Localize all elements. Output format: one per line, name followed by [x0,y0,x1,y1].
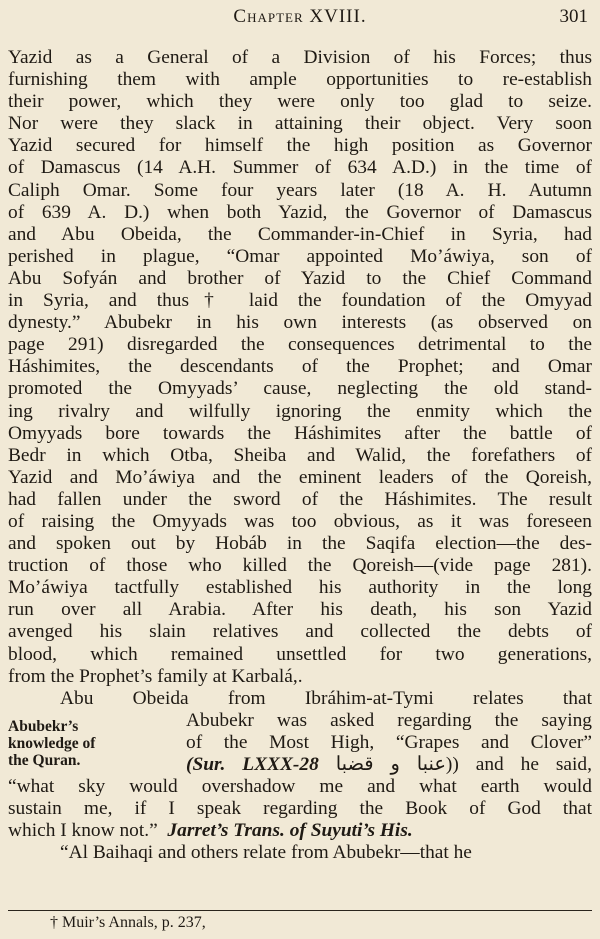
body-text [8,47,592,864]
arabic-text: (عنبا و قضبا [335,754,453,775]
text-line: of the Most High, “Grapes and Clover” [186,731,592,753]
text-line: and Abu Obeida, the Commander-in-Chief in Syria, had [8,223,592,245]
text-line: page 291) disregarded the consequences detrimental to the [8,334,592,356]
page-number: 301 [559,6,588,27]
text-line: furnishing them with ample opportunities to re-establish [8,69,592,91]
text-line [8,820,592,842]
paragraph-2-first-line: Abu Obeida from Ibráhim-at-Tymi relates that [60,687,592,709]
text-line: “Al Baihaqi and others relate from Abubekr—that he [60,842,472,864]
text-line: “what sky would overshadow me and what earth would [8,776,592,798]
text-line: Yazid secured for himself the high position as Governor [8,135,592,157]
text-line: of 639 A. D.) when both Yazid, the Governor of Damascus [8,201,592,223]
text-line: Yazid and Mo’áwiya and the eminent leaders of the Qoreish, [8,466,592,488]
text-line: Mo’áwiya tactfully established his authority in the long [8,577,592,599]
text-line: of raising the Omyyads was too obvious, as it was foreseen [8,510,592,532]
text-line: blood, which remained unsettled for two generations, [8,643,592,665]
text-line: sustain me, if I speak regarding the Book of God that [8,798,592,820]
text-line: their power, which they were only too glad to seize. [8,91,592,113]
text-line: Nor were they slack in attaining their object. Very soon [8,113,592,135]
margin-note-line: the Quran. [8,751,81,769]
text-line: from the Prophet’s family at Karbalá,. [8,665,303,687]
text-line: in Syria, and thus† laid the foundation of the Omyyad [8,290,592,312]
surah-citation: (Sur. LXXX-28 [186,754,319,775]
text-line: of Damascus (14 A.H. Summer of 634 A.D.) in the time of [8,157,592,179]
text-line: Bedr in which Otba, Sheiba and Walid, the forefathers of [8,444,592,466]
margin-note [8,718,148,769]
text-line: promoted the Omyyads’ cause, neglecting the old stand- [8,378,592,400]
text-line: perished in plague, “Omar appointed Mo’áwiya, son of [8,245,592,267]
text-line: and spoken out by Hobáb in the Saqifa election—the des- [8,533,592,555]
text-line: Háshimites, the descendants of the Prophet; and Omar [8,356,592,378]
text-line: Abu Sofyán and brother of Yazid to the Chief Command [8,267,592,289]
text-line: run over all Arabia. After his death, his son Yazid [8,599,592,621]
footnote: † Muir’s Annals, p. 237, [50,914,206,931]
margin-note-line: Abubekr’s [8,717,79,735]
chapter-title: Chapter XVIII. [233,6,367,27]
text-line: Yazid as a General of a Division of his Forces; thus [8,47,592,68]
text-line: Omyyads bore towards the Háshimites after the battle of [8,422,592,444]
text-line: had fallen under the sword of the Háshimites. The result [8,488,592,510]
margin-note-line: knowledge of [8,734,96,752]
marginal-note-block [8,710,592,776]
page-header [0,6,600,36]
text-line: ing rivalry and wilfully ignoring the enmity which the [8,400,592,422]
source-citation: Jarret’s Trans. of Suyuti’s His. [167,820,413,842]
paragraph-1 [8,47,592,688]
text-fragment: ) and he said, [452,754,592,775]
footnote-divider [8,910,592,911]
text-line: truction of those who killed the Qoreish—(vide page 281). [8,555,592,577]
text-line: Caliph Omar. Some four years later (18 A. H. Autumn [8,179,592,201]
text-line: avenged his slain relatives and collected the debts of [8,621,592,643]
text-line: dynesty.” Abubekr in his own interests (as observed on [8,312,592,334]
text-line: Abubekr was asked regarding the saying [186,709,592,731]
text-fragment: which I know not.” [8,820,158,842]
